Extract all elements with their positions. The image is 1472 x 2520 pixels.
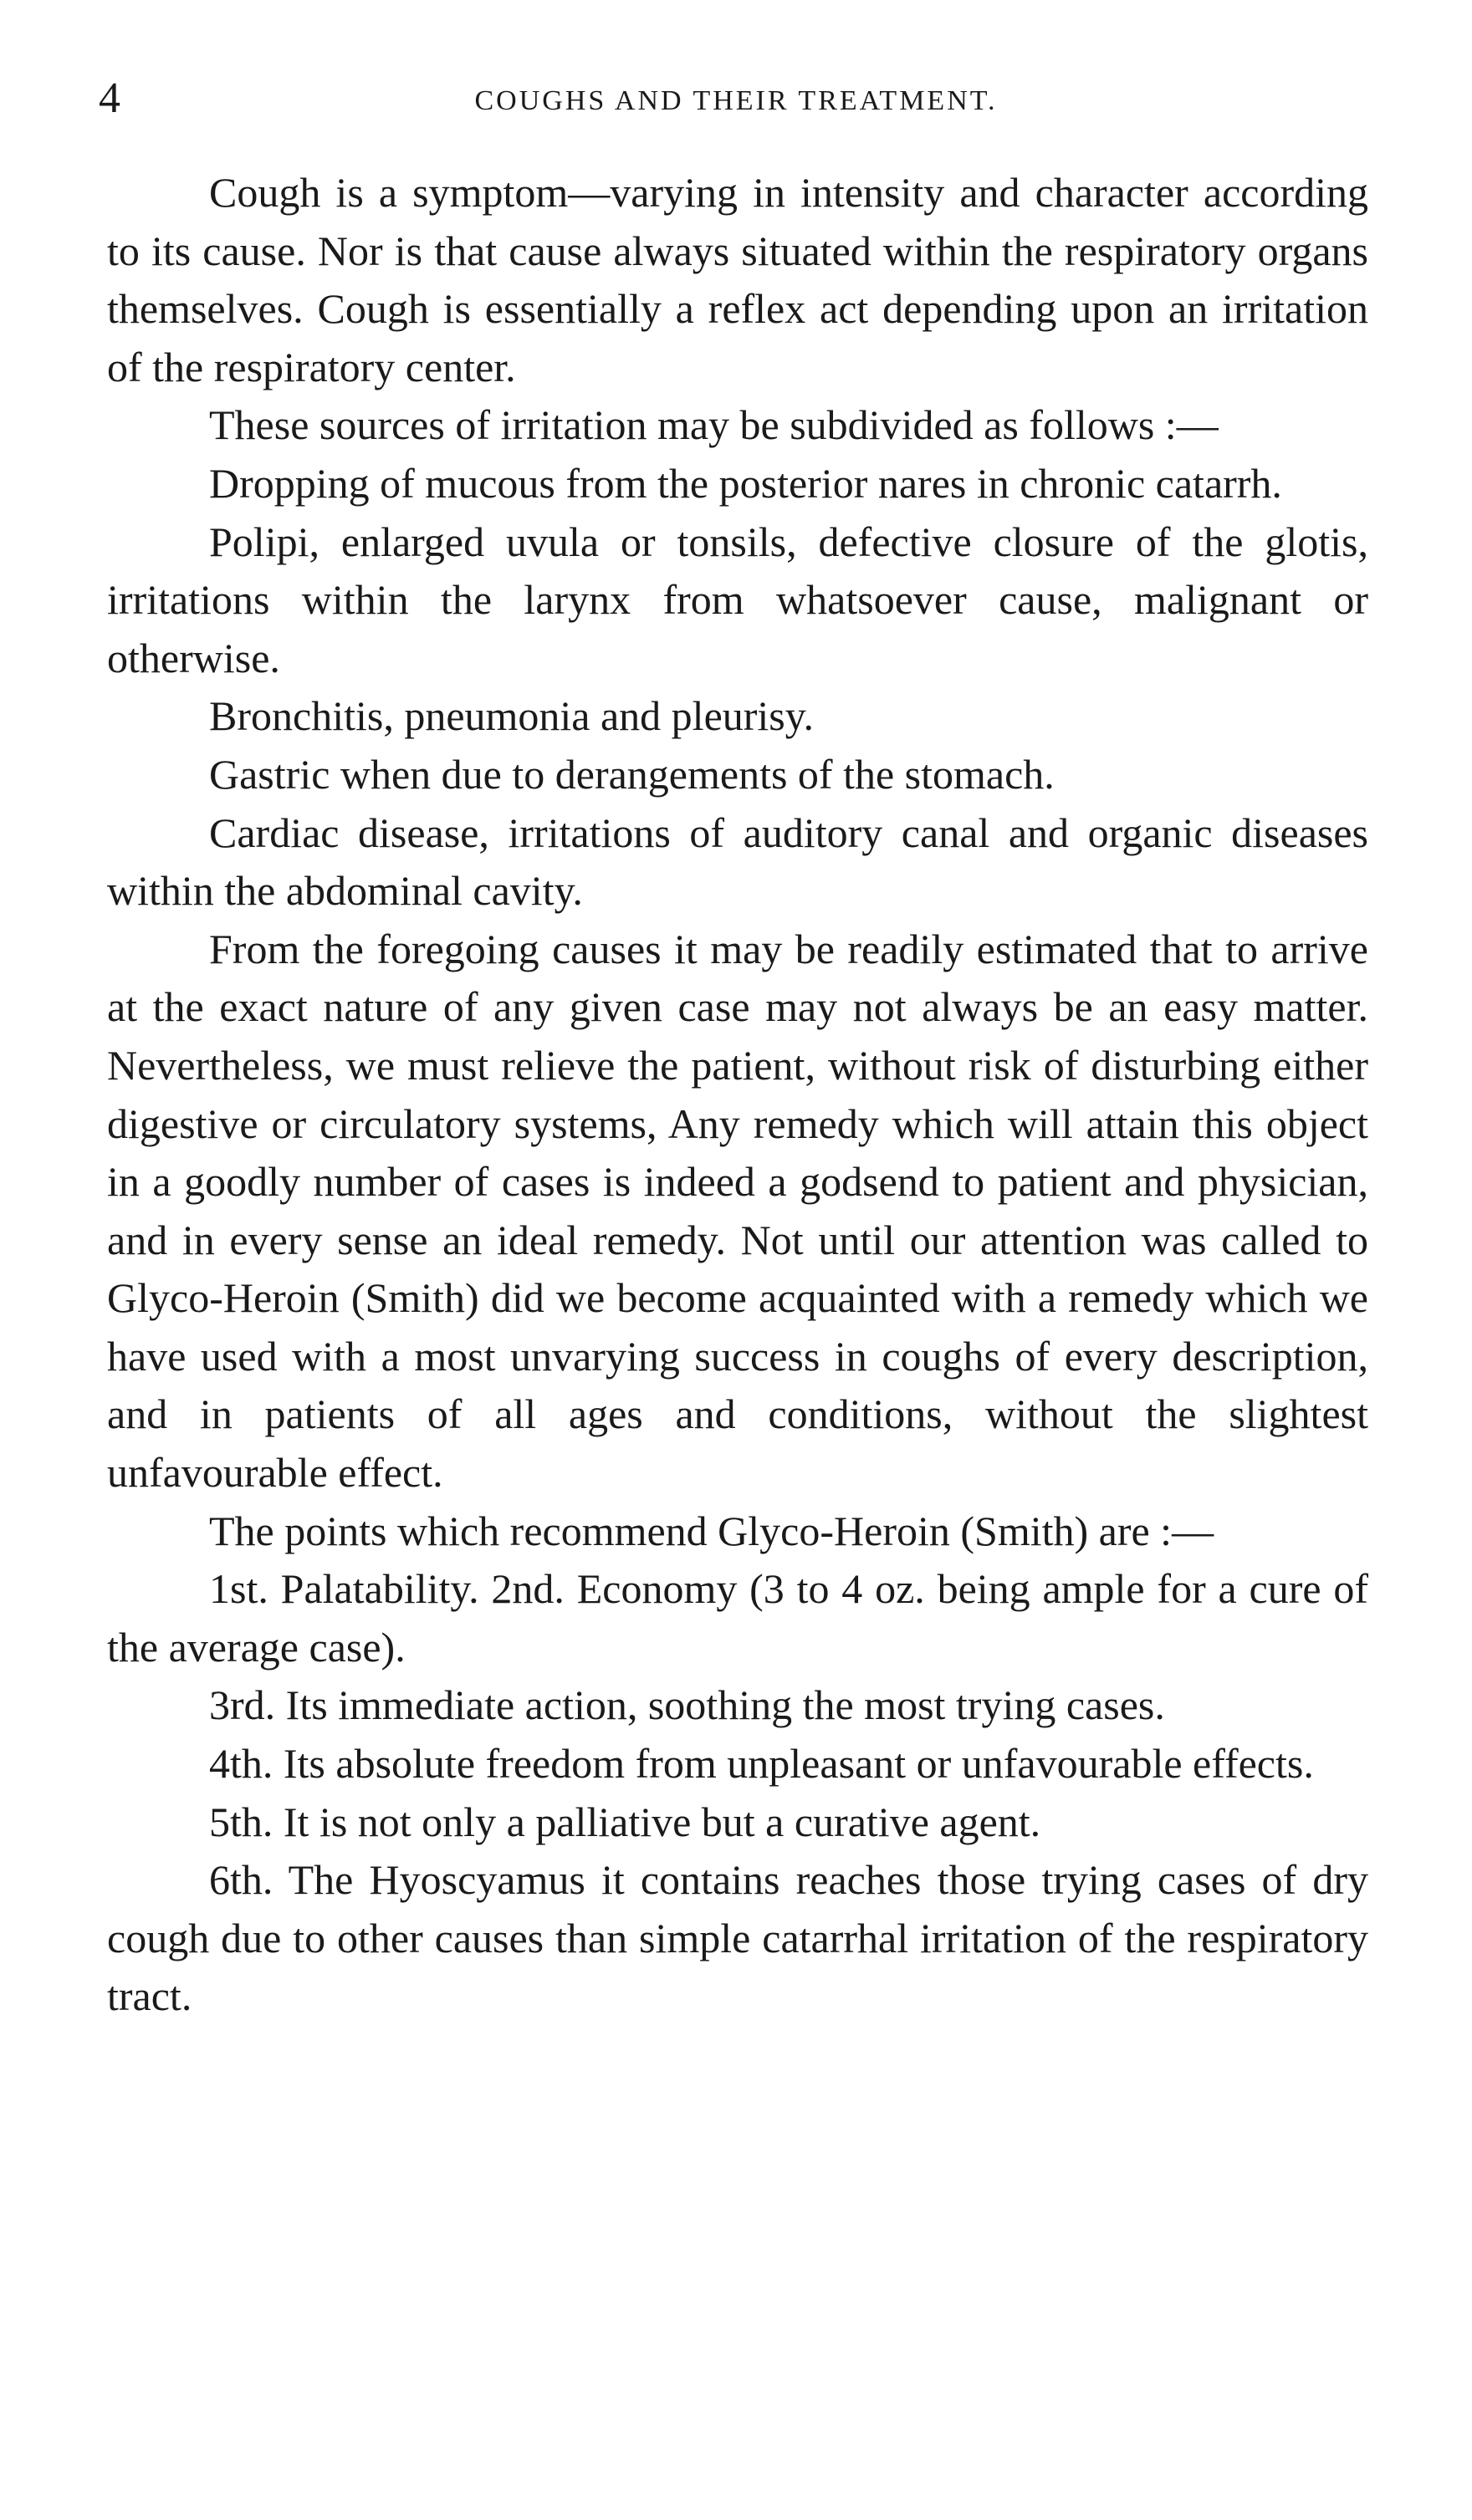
paragraph: Dropping of mucous from the posterior nares in chronic catarrh. [209, 459, 1282, 507]
paragraph: 4th. Its absolute freedom from unpleasant or unfavourable effects. [209, 1740, 1314, 1788]
paragraph: Cardiac disease, irritations of auditory canal and organic diseases within the abdominal cavity. [107, 809, 1368, 915]
paragraph: The points which recommend Glyco-Heroin (Smith) are :— [209, 1507, 1214, 1554]
running-title: COUGHS AND THEIR TREATMENT. [474, 85, 998, 116]
paragraph: 3rd. Its immediate action, soothing the most trying cases. [209, 1681, 1165, 1729]
page-number: 4 [99, 74, 120, 122]
paragraph: Bronchitis, pneumonia and pleurisy. [209, 692, 815, 740]
paragraph: 6th. The Hyoscyamus it contains reaches those trying cases of dry cough due to other causes than simple catarrhal irritation of the respiratory tract. [107, 1856, 1368, 2020]
paragraph: From the foregoing causes it may be readily estimated that to arrive at the exact nature of any given case may not always be an easy matter. Nevertheless, we must relieve the patient, without risk of disturbing either digestive or circulatory systems, Any remedy which will attain this object in a goodly number of cases is indeed a godsend to patient and physician, and in every sense an ideal remedy. Not until our attention was called to Glyco-Heroin (Smith) did we become acquainted with a remedy which we have used with a most unvarying success in coughs of every description, and in patients of all ages and conditions, without the slightest unfavourable effect. [107, 925, 1368, 1497]
body-text [107, 164, 1368, 2026]
paragraph: 5th. It is not only a palliative but a curative agent. [209, 1798, 1041, 1845]
paragraph: Polipi, enlarged uvula or tonsils, defective closure of the glotis, irritations within the larynx from whatsoever cause, malignant or otherwise. [107, 518, 1368, 681]
paragraph: These sources of irritation may be subdivided as follows :— [209, 401, 1219, 449]
paragraph: Cough is a symptom—varying in intensity and character according to its cause. Nor is that cause always situated within the respiratory organs themselves. Cough is essentially a reflex act depending upon an irritation of the respiratory center. [107, 169, 1368, 390]
paragraph: 1st. Palatability. 2nd. Economy (3 to 4 oz. being ample for a cure of the average case). [107, 1565, 1368, 1671]
paragraph: Gastric when due to derangements of the stomach. [209, 750, 1055, 798]
